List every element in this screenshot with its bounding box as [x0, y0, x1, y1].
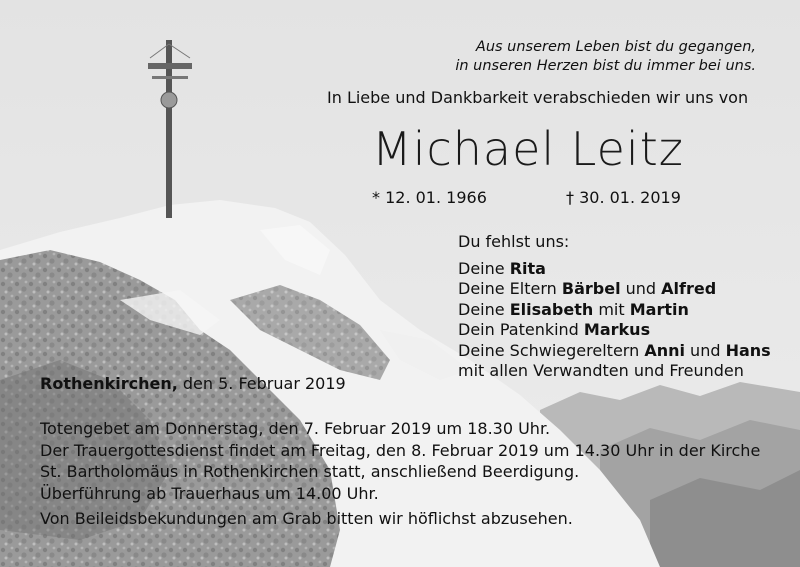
place-town: Rothenkirchen,	[40, 374, 178, 393]
service-line: Überführung ab Trauerhaus um 14.00 Uhr.	[40, 483, 379, 503]
service-details	[40, 418, 760, 530]
motto-line-2: in unseren Herzen bist du immer bei uns.	[455, 58, 756, 74]
mourner-name: Markus	[583, 320, 651, 339]
mourner-name: Alfred	[661, 279, 717, 298]
mourner-relation: Dein Patenkind	[458, 320, 584, 339]
mourners-closing: mit allen Verwandten und Freunden	[458, 361, 744, 380]
motto	[455, 38, 756, 76]
death-date: † 30. 01. 2019	[566, 188, 681, 207]
mourner-relation: Deine Eltern	[458, 279, 562, 298]
mourner-name: Elisabeth	[509, 299, 594, 319]
motto-line-1: Aus unserem Leben bist du gegangen,	[475, 39, 756, 55]
mourners-list	[458, 232, 771, 382]
mourner-relation: Deine	[458, 299, 510, 319]
service-line: Totengebet am Donnerstag, den 7. Februar 2019 um 18.30 Uhr.	[40, 419, 551, 438]
intro-text: In Liebe und Dankbarkeit verabschieden wir uns von	[327, 88, 749, 107]
mourner-name: Bärbel	[561, 279, 621, 298]
mourner-name: Martin	[629, 299, 689, 319]
mourner-name: Hans	[725, 340, 771, 360]
service-line: St. Bartholomäus in Rothenkirchen statt, anschließend Beerdigung.	[40, 462, 580, 481]
mourner-conjunction: und	[684, 340, 726, 360]
mourner-name: Anni	[644, 340, 685, 360]
mourner-relation: Deine	[458, 258, 510, 278]
mourners-heading: Du fehlst uns:	[458, 232, 570, 251]
mourner-line	[458, 300, 771, 321]
birth-date: * 12. 01. 1966	[372, 188, 487, 207]
mourner-name: Rita	[509, 258, 546, 278]
mourner-line	[458, 320, 771, 341]
mourner-conjunction: und	[620, 279, 662, 298]
place-date-text: den 5. Februar 2019	[177, 374, 346, 393]
service-line: Von Beileidsbekundungen am Grab bitten wir höflichst abzusehen.	[40, 509, 573, 528]
mourner-line	[458, 341, 771, 362]
service-line: Der Trauergottesdienst findet am Freitag, den 8. Februar 2019 um 14.30 Uhr in der Kirche	[40, 440, 761, 460]
mourner-conjunction: mit	[593, 299, 630, 319]
mourner-line	[458, 259, 771, 280]
mourner-line	[458, 279, 771, 300]
mourner-relation: Deine Schwiegereltern	[458, 340, 645, 360]
deceased-name: Michael Leitz	[372, 122, 684, 176]
place-date	[40, 374, 346, 393]
